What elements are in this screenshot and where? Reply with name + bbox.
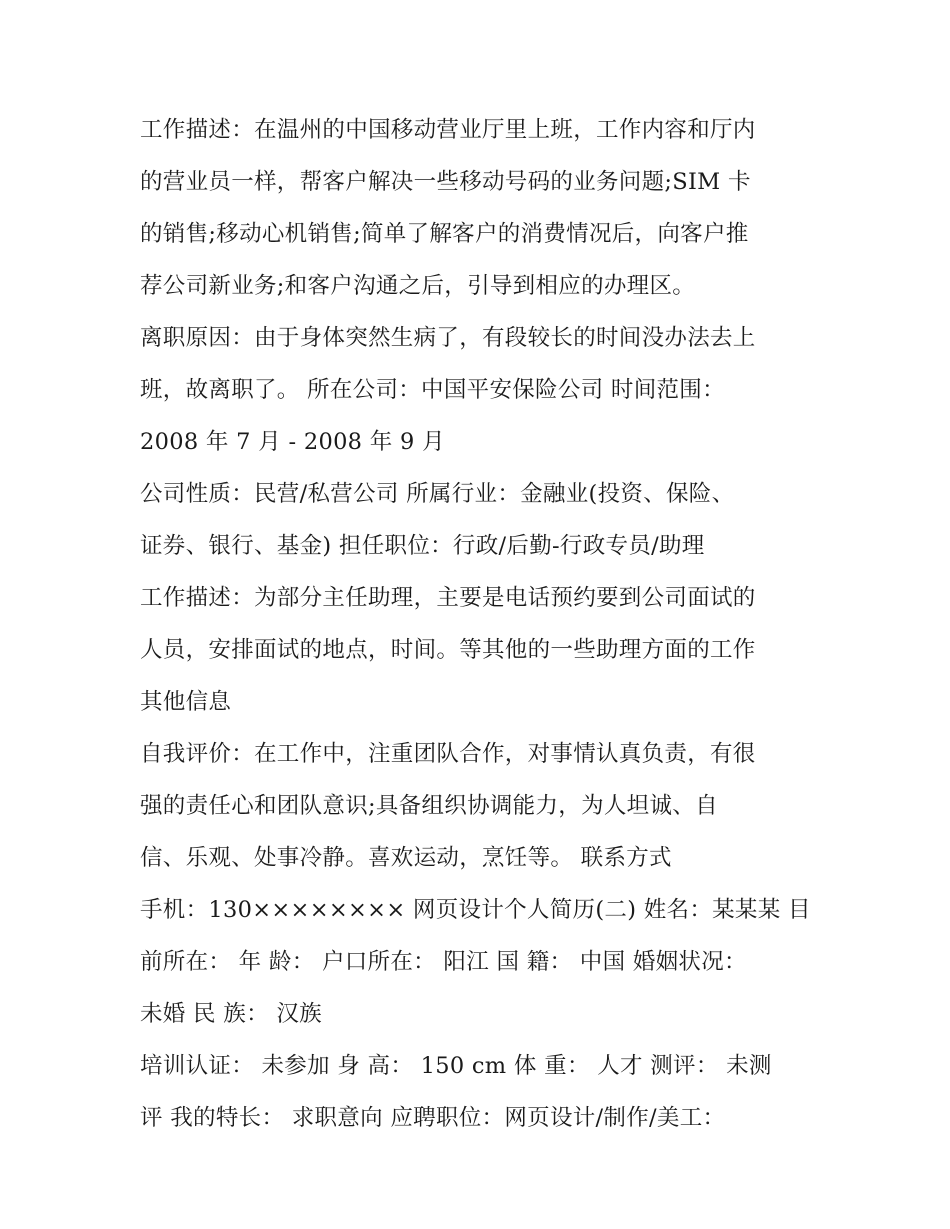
text-line: 班，故离职了。 所在公司：中国平安保险公司 时间范围： — [140, 377, 725, 403]
text-line: 前所在： 年 龄： 户口所在： 阳江 国 籍： 中国 婚姻状况： — [140, 949, 747, 975]
text-line: 自我评价：在工作中，注重团队合作，对事情认真负责，有很 — [140, 741, 756, 767]
text-line: 公司性质：民营/私营公司 所属行业：金融业(投资、保险、 — [140, 481, 735, 507]
text-line: 的营业员一样，帮客户解决一些移动号码的业务问题;SIM 卡 — [140, 169, 751, 195]
text-line: 工作描述：为部分主任助理，主要是电话预约要到公司面试的 — [140, 585, 756, 611]
text-line: 未婚 民 族： 汉族 — [140, 1001, 322, 1027]
text-line: 强的责任心和团队意识;具备组织协调能力，为人坦诚、自 — [140, 793, 718, 819]
text-line: 离职原因：由于身体突然生病了，有段较长的时间没办法去上 — [140, 325, 756, 351]
text-line: 手机：130×××××××× 网页设计个人简历(二) 姓名：某某某 目 — [140, 897, 811, 923]
document-body — [140, 104, 830, 1144]
text-line: 培训认证： 未参加 身 高： 150 cm 体 重： 人才 测评： 未测 — [140, 1053, 772, 1079]
section-heading: 其他信息 — [140, 689, 232, 715]
text-line: 评 我的特长： 求职意向 应聘职位：网页设计/制作/美工： — [140, 1105, 726, 1131]
text-line: 人员，安排面试的地点，时间。等其他的一些助理方面的工作 — [140, 637, 756, 663]
text-line: 证券、银行、基金) 担任职位：行政/后勤-行政专员/助理 — [140, 533, 705, 559]
text-line: 工作描述：在温州的中国移动营业厅里上班，工作内容和厅内 — [140, 117, 756, 143]
text-line: 2008 年 7 月 - 2008 年 9 月 — [140, 429, 445, 455]
text-line: 信、乐观、处事冷静。喜欢运动，烹饪等。 联系方式 — [140, 845, 672, 871]
text-line: 的销售;移动心机销售;简单了解客户的消费情况后，向客户推 — [140, 221, 749, 247]
text-line: 荐公司新业务;和客户沟通之后，引导到相应的办理区。 — [140, 273, 696, 299]
